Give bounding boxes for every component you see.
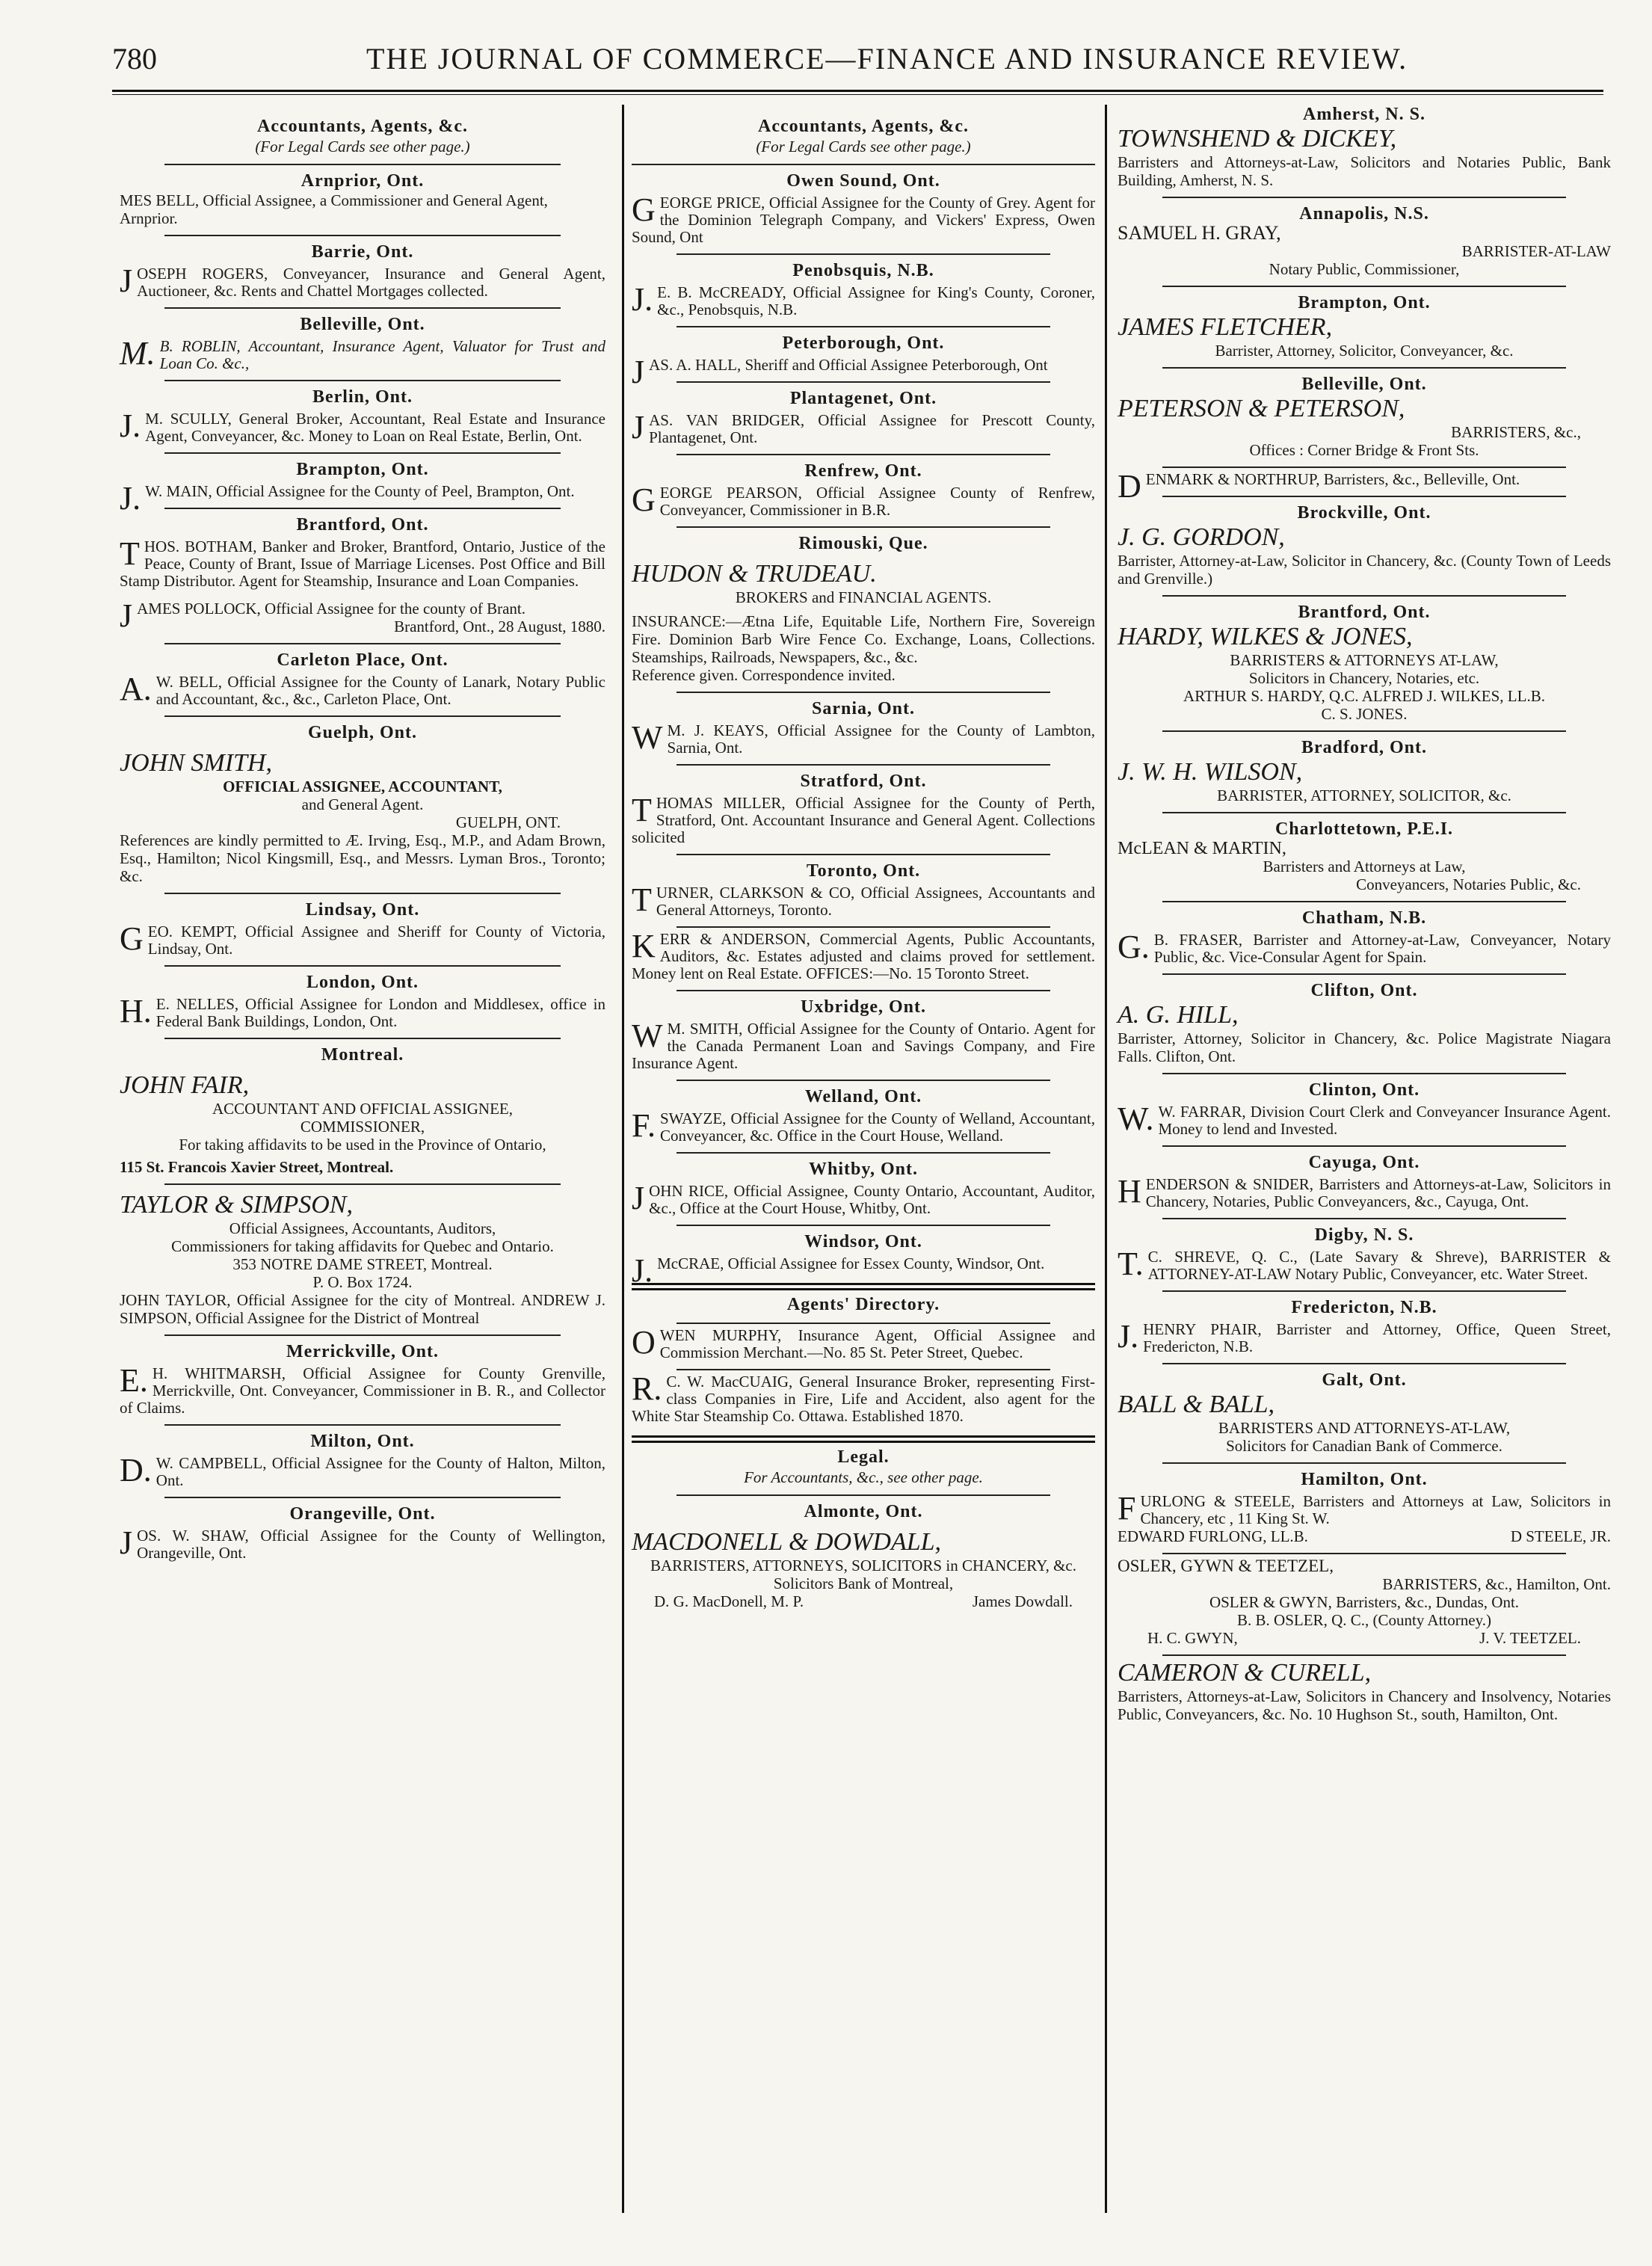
page-header	[112, 41, 1600, 86]
listing: THOMAS MILLER, Official Assignee for the County of Perth, Stratford, Ont. Accountant Insurance and General Agent. Collections solicited	[632, 792, 1095, 846]
firm-role: BARRISTER-AT-LAW	[1461, 242, 1611, 260]
firm-references: References are kindly permitted to Æ. Irving, Esq., M.P., and Adam Brown, Esq., Hamilton; Nicol Kingsmill, Esq., and Messrs. Lyman Bros., Toronto; &c.	[120, 831, 605, 885]
firm-place: GUELPH, ONT.	[455, 813, 561, 831]
firm-details: Notary Public, Commissioner,	[1269, 260, 1460, 278]
city-heading: Clinton, Ont.	[1308, 1080, 1420, 1100]
city-heading: Digby, N. S.	[1314, 1225, 1414, 1245]
listing: JOSEPH ROGERS, Conveyancer, Insurance and General Agent, Auctioneer, &c. Rents and Chattel Mortgages collected.	[120, 262, 605, 300]
city-heading: Whitby, Ont.	[808, 1160, 919, 1179]
divider	[164, 307, 561, 309]
divider	[676, 381, 1050, 383]
section-heading: Accountants, Agents, &c.	[758, 117, 969, 136]
city-heading: Montreal.	[321, 1045, 404, 1065]
firm-role: BARRISTERS, &c., Hamilton, Ont.	[1382, 1575, 1611, 1593]
firm-details: Barristers and Attorneys-at-Law, Solicitors and Notaries Public, Bank Building, Amherst, N. S.	[1118, 153, 1611, 189]
city-heading: Galt, Ont.	[1322, 1370, 1407, 1390]
listing: MES BELL, Official Assignee, a Commissioner and General Agent, Arnprior.	[120, 191, 548, 227]
listing: W.W. FARRAR, Division Court Clerk and Conveyancer Insurance Agent. Money to lend and Invested.	[1118, 1100, 1611, 1138]
header-rule	[112, 90, 1603, 92]
firm-name: CAMERON & CURELL,	[1118, 1659, 1372, 1687]
divider	[676, 454, 1050, 455]
city-heading: Owen Sound, Ont.	[786, 171, 940, 191]
listing: J.W. MAIN, Official Assignee for the County of Peel, Brampton, Ont.	[120, 480, 575, 517]
city-heading: Peterborough, Ont.	[782, 333, 945, 353]
city-heading: Belleville, Ont.	[300, 315, 425, 334]
city-heading: Almonte, Ont.	[804, 1502, 923, 1521]
firm-role: BARRISTERS AND ATTORNEYS-AT-LAW,	[1218, 1419, 1511, 1437]
partner-name: D STEELE, JR.	[1510, 1527, 1611, 1545]
firm-details: OSLER & GWYN, Barristers, &c., Dundas, Ont.	[1209, 1593, 1520, 1611]
city-heading: Rimouski, Que.	[798, 534, 928, 553]
section-subheading: (For Legal Cards see other page.)	[255, 138, 470, 156]
section-heading: Accountants, Agents, &c.	[257, 117, 468, 136]
listing: R.C. W. MacCUAIG, General Insurance Broker, representing First-class Companies in Fire, Life and Accident, also agent for the White Star Steamship Co. Ottawa. Established 1870.	[632, 1370, 1095, 1425]
firm-partners	[1118, 1527, 1611, 1545]
city-heading: Barrie, Ont.	[311, 242, 414, 262]
firm-name: BALL & BALL,	[1118, 1391, 1275, 1418]
column-3	[1118, 105, 1611, 1723]
listing: DENMARK & NORTHRUP, Barristers, &c., Belleville, Ont.	[1118, 468, 1520, 505]
firm-role: BARRISTERS, &c.,	[1451, 423, 1581, 441]
firm-details: Conveyancers, Notaries Public, &c.	[1356, 875, 1581, 893]
firm-role: Official Assignees, Accountants, Auditors,	[229, 1219, 496, 1237]
divider	[1162, 467, 1566, 468]
divider	[164, 1334, 561, 1336]
city-heading: Toronto, Ont.	[806, 861, 921, 881]
listing: JAS. VAN BRIDGER, Official Assignee for Prescott County, Plantagenet, Ont.	[632, 409, 1095, 446]
firm-role: COMMISSIONER,	[300, 1118, 425, 1136]
divider	[676, 764, 1050, 766]
column-divider-2	[1105, 105, 1107, 2213]
firm-details: Solicitors in Chancery, Notaries, etc.	[1248, 669, 1480, 687]
firm-name: HARDY, WILKES & JONES,	[1118, 623, 1413, 650]
firm-details: BARRISTERS, ATTORNEYS, SOLICITORS in CHANCERY, &c. Solicitors Bank of Montreal,	[650, 1557, 1076, 1592]
divider	[164, 715, 561, 717]
listing: F.SWAYZE, Official Assignee for the County of Welland, Accountant, Conveyancer, &c. Office in the Court House, Welland.	[632, 1107, 1095, 1145]
city-heading: Clifton, Ont.	[1310, 981, 1418, 1000]
listing: D.W. CAMPBELL, Official Assignee for the County of Halton, Milton, Ont.	[120, 1452, 605, 1489]
firm-partners: C. S. JONES.	[1321, 705, 1408, 723]
firm-role: and General Agent.	[301, 795, 424, 813]
firm-partners: ARTHUR S. HARDY, Q.C. ALFRED J. WILKES, LL.B.	[1183, 687, 1545, 705]
section-heading: Agents' Directory.	[786, 1295, 940, 1314]
firm-name: JOHN FAIR,	[120, 1071, 250, 1099]
listing: WM. SMITH, Official Assignee for the County of Ontario. Agent for the Canada Permanent Loan and Savings Company, and Fire Insurance Agent.	[632, 1017, 1095, 1072]
divider	[1162, 1218, 1566, 1219]
firm-name: JAMES FLETCHER,	[1118, 313, 1333, 341]
divider	[164, 452, 561, 454]
divider	[164, 1183, 561, 1185]
city-heading: Arnprior, Ont.	[300, 171, 425, 191]
divider	[1162, 1145, 1566, 1147]
firm-details: INSURANCE:—Ætna Life, Equitable Life, Northern Fire, Sovereign Fire. Dominion Barb Wire Fence Co. Exchange, Loans, Collections. Steamships, Railroads, Newspapers, &c., &c.	[632, 612, 1095, 666]
city-heading: Sarnia, Ont.	[811, 699, 916, 718]
firm-details: Barrister, Attorney, Solicitor, Conveyancer, &c.	[1215, 342, 1514, 360]
firm-address: 353 NOTRE DAME STREET, Montreal.	[232, 1255, 493, 1273]
city-heading: Milton, Ont.	[310, 1432, 415, 1451]
divider	[1162, 286, 1566, 287]
journal-title: THE JOURNAL OF COMMERCE—FINANCE AND INSURANCE REVIEW.	[366, 42, 1408, 76]
divider	[676, 926, 1050, 928]
firm-name: SAMUEL H. GRAY,	[1118, 222, 1281, 244]
firm-box: P. O. Box 1724.	[312, 1273, 413, 1291]
partner-name: D. G. MacDonell, M. P.	[654, 1592, 804, 1610]
firm-name: McLEAN & MARTIN,	[1118, 839, 1286, 858]
listing: KERR & ANDERSON, Commercial Agents, Public Accountants, Auditors, &c. Estates adjusted and claims proved for settlement. Money lent on Real Estate. OFFICES:—No. 15 Toronto Street.	[632, 928, 1095, 982]
firm-partners	[1118, 1629, 1611, 1647]
listing: JOS. W. SHAW, Official Assignee for the County of Wellington, Orangeville, Ont.	[120, 1524, 605, 1562]
listing: M.B. ROBLIN, Accountant, Insurance Agent, Valuator for Trust and Loan Co. &c.,	[120, 335, 605, 372]
divider	[164, 380, 561, 381]
divider	[164, 235, 561, 236]
listing: JOHN RICE, Official Assignee, County Ontario, Accountant, Auditor, &c., Office at the Court House, Whitby, Ont.	[632, 1180, 1095, 1217]
city-heading: London, Ont.	[306, 973, 419, 992]
listing: GEO. KEMPT, Official Assignee and Sheriff for County of Victoria, Lindsay, Ont.	[120, 920, 605, 958]
firm-name: PETERSON & PETERSON,	[1118, 395, 1405, 422]
city-heading: Berlin, Ont.	[312, 387, 413, 407]
city-heading: Hamilton, Ont.	[1301, 1470, 1428, 1489]
listing: HENDERSON & SNIDER, Barristers and Attorneys-at-Law, Solicitors in Chancery, Notaries, Public Conveyancers, &c., Cayuga, Ont.	[1118, 1173, 1611, 1210]
firm-name: OSLER, GYWN & TEETZEL,	[1118, 1557, 1334, 1575]
firm-note: Reference given. Correspondence invited.	[632, 666, 896, 684]
firm-details: B. B. OSLER, Q. C., (County Attorney.)	[1237, 1611, 1491, 1629]
divider	[1162, 1462, 1566, 1464]
city-heading: Windsor, Ont.	[804, 1232, 922, 1251]
listing: T.C. SHREVE, Q. C., (Late Savary & Shreve), BARRISTER & ATTORNEY-AT-LAW Notary Public, Conveyancer, etc. Water Street.	[1118, 1246, 1611, 1283]
divider	[676, 692, 1050, 693]
firm-details: Barristers and Attorneys at Law,	[1263, 858, 1466, 875]
firm-name: J. G. GORDON,	[1118, 523, 1285, 551]
city-heading: Brampton, Ont.	[1298, 293, 1431, 313]
divider	[164, 965, 561, 967]
column-2	[632, 112, 1095, 1610]
listing: G.B. FRASER, Barrister and Attorney-at-Law, Conveyancer, Notary Public, &c. Vice-Consular Agent for Spain.	[1118, 929, 1611, 966]
section-heading: Legal.	[837, 1447, 890, 1467]
city-heading: Brampton, Ont.	[296, 460, 429, 479]
firm-note: Commissioners for taking affidavits for Quebec and Ontario.	[171, 1237, 554, 1255]
firm-role: BROKERS and FINANCIAL AGENTS.	[735, 588, 992, 606]
firm-note: For taking affidavits to be used in the Province of Ontario,	[179, 1136, 546, 1154]
city-heading: Brantford, Ont.	[1298, 603, 1431, 622]
partner-name: James Dowdall.	[972, 1592, 1073, 1610]
divider	[676, 990, 1050, 991]
firm-details: Solicitors for Canadian Bank of Commerce.	[1226, 1437, 1502, 1455]
firm-name: TOWNSHEND & DICKEY,	[1118, 125, 1397, 153]
listing: E.H. WHITMARSH, Official Assignee for County Grenville, Merrickville, Ont. Conveyancer, Commissioner in B. R., and Collector of Claims.	[120, 1362, 605, 1417]
divider	[676, 1323, 1050, 1324]
city-heading: Annapolis, N.S.	[1299, 204, 1429, 224]
divider	[676, 526, 1050, 528]
firm-name: JOHN SMITH,	[120, 749, 272, 777]
divider	[1162, 812, 1566, 813]
listing: A.W. BELL, Official Assignee for the County of Lanark, Notary Public and Accountant, &c., &c., Carleton Place, Ont.	[120, 671, 605, 708]
double-divider	[632, 1435, 1095, 1443]
divider	[164, 1497, 561, 1498]
divider	[676, 1225, 1050, 1226]
divider	[164, 508, 561, 509]
city-heading: Lindsay, Ont.	[305, 900, 420, 920]
firm-role: ACCOUNTANT AND OFFICIAL ASSIGNEE,	[212, 1100, 513, 1118]
firm-details: Barristers, Attorneys-at-Law, Solicitors in Chancery and Insolvency, Notaries Public, Conveyancers, &c. No. 10 Hughson St., south, Hamilton, Ont.	[1118, 1687, 1611, 1723]
city-heading: Orangeville, Ont.	[289, 1504, 436, 1524]
divider	[676, 253, 1050, 255]
city-heading: Stratford, Ont.	[800, 772, 927, 791]
listing: H.E. NELLES, Official Assignee for London and Middlesex, office in Federal Bank Buildings, London, Ont.	[120, 993, 605, 1030]
listing: J.HENRY PHAIR, Barrister and Attorney, Office, Queen Street, Fredericton, N.B.	[1118, 1318, 1611, 1355]
listing: GEORGE PRICE, Official Assignee for the County of Grey. Agent for the Dominion Telegraph Company, and Vickers' Express, Owen Sound, Ont	[632, 191, 1095, 246]
divider	[676, 1152, 1050, 1154]
city-heading: Bradford, Ont.	[1301, 738, 1427, 757]
divider	[1162, 730, 1566, 732]
firm-partners	[632, 1592, 1095, 1610]
divider	[676, 1369, 1050, 1370]
firm-details: Barrister, Attorney, Solicitor in Chancery, &c. Police Magistrate Niagara Falls. Clifton, Ont.	[1118, 1029, 1611, 1065]
firm-name: MACDONELL & DOWDALL,	[632, 1528, 942, 1556]
city-heading: Belleville, Ont.	[1301, 375, 1427, 394]
listing: OWEN MURPHY, Insurance Agent, Official Assignee and Commission Merchant.—No. 85 St. Peter Street, Quebec.	[632, 1324, 1095, 1361]
divider	[676, 1080, 1050, 1081]
divider	[676, 854, 1050, 855]
city-heading: Brockville, Ont.	[1297, 503, 1431, 523]
firm-name: TAYLOR & SIMPSON,	[120, 1191, 354, 1219]
firm-name: J. W. H. WILSON,	[1118, 758, 1303, 786]
partner-name: EDWARD FURLONG, LL.B.	[1118, 1527, 1308, 1545]
divider	[164, 1424, 561, 1426]
divider	[1162, 1073, 1566, 1074]
firm-details: Barrister, Attorney-at-Law, Solicitor in Chancery, &c. (County Town of Leeds and Grenville.)	[1118, 552, 1611, 588]
city-heading: Merrickville, Ont.	[286, 1342, 439, 1361]
firm-details: BARRISTER, ATTORNEY, SOLICITOR, &c.	[1217, 786, 1511, 804]
divider	[676, 326, 1050, 327]
city-heading: Fredericton, N.B.	[1291, 1298, 1437, 1317]
city-heading: Brantford, Ont.	[296, 515, 429, 535]
firm-address: 115 St. Francois Xavier Street, Montreal.	[120, 1158, 394, 1176]
city-heading: Chatham, N.B.	[1301, 908, 1427, 928]
city-heading: Cayuga, Ont.	[1308, 1153, 1420, 1172]
divider	[1162, 197, 1566, 198]
firm-role: BARRISTERS & ATTORNEYS AT-LAW,	[1230, 651, 1499, 669]
city-heading: Carleton Place, Ont.	[277, 650, 449, 670]
listing: JAS. A. HALL, Sheriff and Official Assignee Peterborough, Ont	[632, 354, 1048, 390]
listing: GEORGE PEARSON, Official Assignee County of Renfrew, Conveyancer, Commissioner in B.R.	[632, 481, 1095, 519]
listing-date: Brantford, Ont., 28 August, 1880.	[394, 618, 605, 635]
firm-name: HUDON & TRUDEAU.	[632, 560, 877, 588]
listing: J.E. B. McCREADY, Official Assignee for King's County, Coroner, &c., Penobsquis, N.B.	[632, 281, 1095, 318]
divider	[1162, 1553, 1566, 1554]
listing: THOS. BOTHAM, Banker and Broker, Brantford, Ontario, Justice of the Peace, County of Brant, Issue of Marriage Licenses. Post Office and Bill Stamp Distributor. Agent for Steamship, Insurance and Loan Companies.	[120, 535, 605, 590]
section-subheading: (For Legal Cards see other page.)	[756, 138, 971, 156]
divider	[676, 1494, 1050, 1496]
section-subheading: For Accountants, &c., see other page.	[744, 1468, 983, 1486]
header-rule-thin	[112, 94, 1603, 95]
city-heading: Charlottetown, P.E.I.	[1275, 819, 1454, 839]
listing: WM. J. KEAYS, Official Assignee for the County of Lambton, Sarnia, Ont.	[632, 719, 1095, 757]
divider	[1162, 1363, 1566, 1364]
city-heading: Plantagenet, Ont.	[789, 389, 937, 408]
divider	[1162, 1654, 1566, 1656]
double-divider	[632, 1283, 1095, 1290]
divider	[164, 893, 561, 894]
listing: JAMES POLLOCK, Official Assignee for the county of Brant.	[120, 597, 526, 634]
page-number: 780	[112, 42, 157, 76]
divider	[164, 164, 561, 165]
city-heading: Uxbridge, Ont.	[800, 997, 926, 1017]
city-heading: Welland, Ont.	[804, 1087, 922, 1106]
column-divider-1	[622, 105, 624, 2213]
partner-name: J. V. TEETZEL.	[1479, 1629, 1581, 1647]
column-1	[120, 112, 605, 1562]
divider	[632, 164, 1095, 165]
divider	[1162, 595, 1566, 597]
divider	[164, 1038, 561, 1039]
firm-details: Offices : Corner Bridge & Front Sts.	[1249, 441, 1479, 459]
city-heading: Penobsquis, N.B.	[792, 261, 934, 280]
city-heading: Guelph, Ont.	[307, 723, 418, 742]
listing: TURNER, CLARKSON & CO, Official Assignees, Accountants and General Attorneys, Toronto.	[632, 881, 1095, 919]
city-heading: Renfrew, Ont.	[804, 461, 922, 481]
divider	[1162, 367, 1566, 369]
divider	[1162, 496, 1566, 497]
divider	[1162, 973, 1566, 975]
divider	[1162, 1290, 1566, 1292]
firm-name: A. G. HILL,	[1118, 1001, 1239, 1029]
divider	[1162, 901, 1566, 902]
firm-role: OFFICIAL ASSIGNEE, ACCOUNTANT,	[223, 778, 502, 795]
listing: FURLONG & STEELE, Barristers and Attorneys at Law, Solicitors in Chancery, etc , 11 King St. W.	[1118, 1490, 1611, 1527]
listing: J.M. SCULLY, General Broker, Accountant, Real Estate and Insurance Agent, Conveyancer, &c. Money to Loan on Real Estate, Berlin, Ont.	[120, 407, 605, 445]
partner-name: H. C. GWYN,	[1147, 1629, 1238, 1647]
listing: J.McCRAE, Official Assignee for Essex County, Windsor, Ont.	[632, 1252, 1045, 1289]
city-heading: Amherst, N. S.	[1303, 105, 1426, 124]
firm-note: JOHN TAYLOR, Official Assignee for the city of Montreal. ANDREW J. SIMPSON, Official Assignee for the District of Montreal	[120, 1291, 605, 1327]
divider	[164, 643, 561, 644]
